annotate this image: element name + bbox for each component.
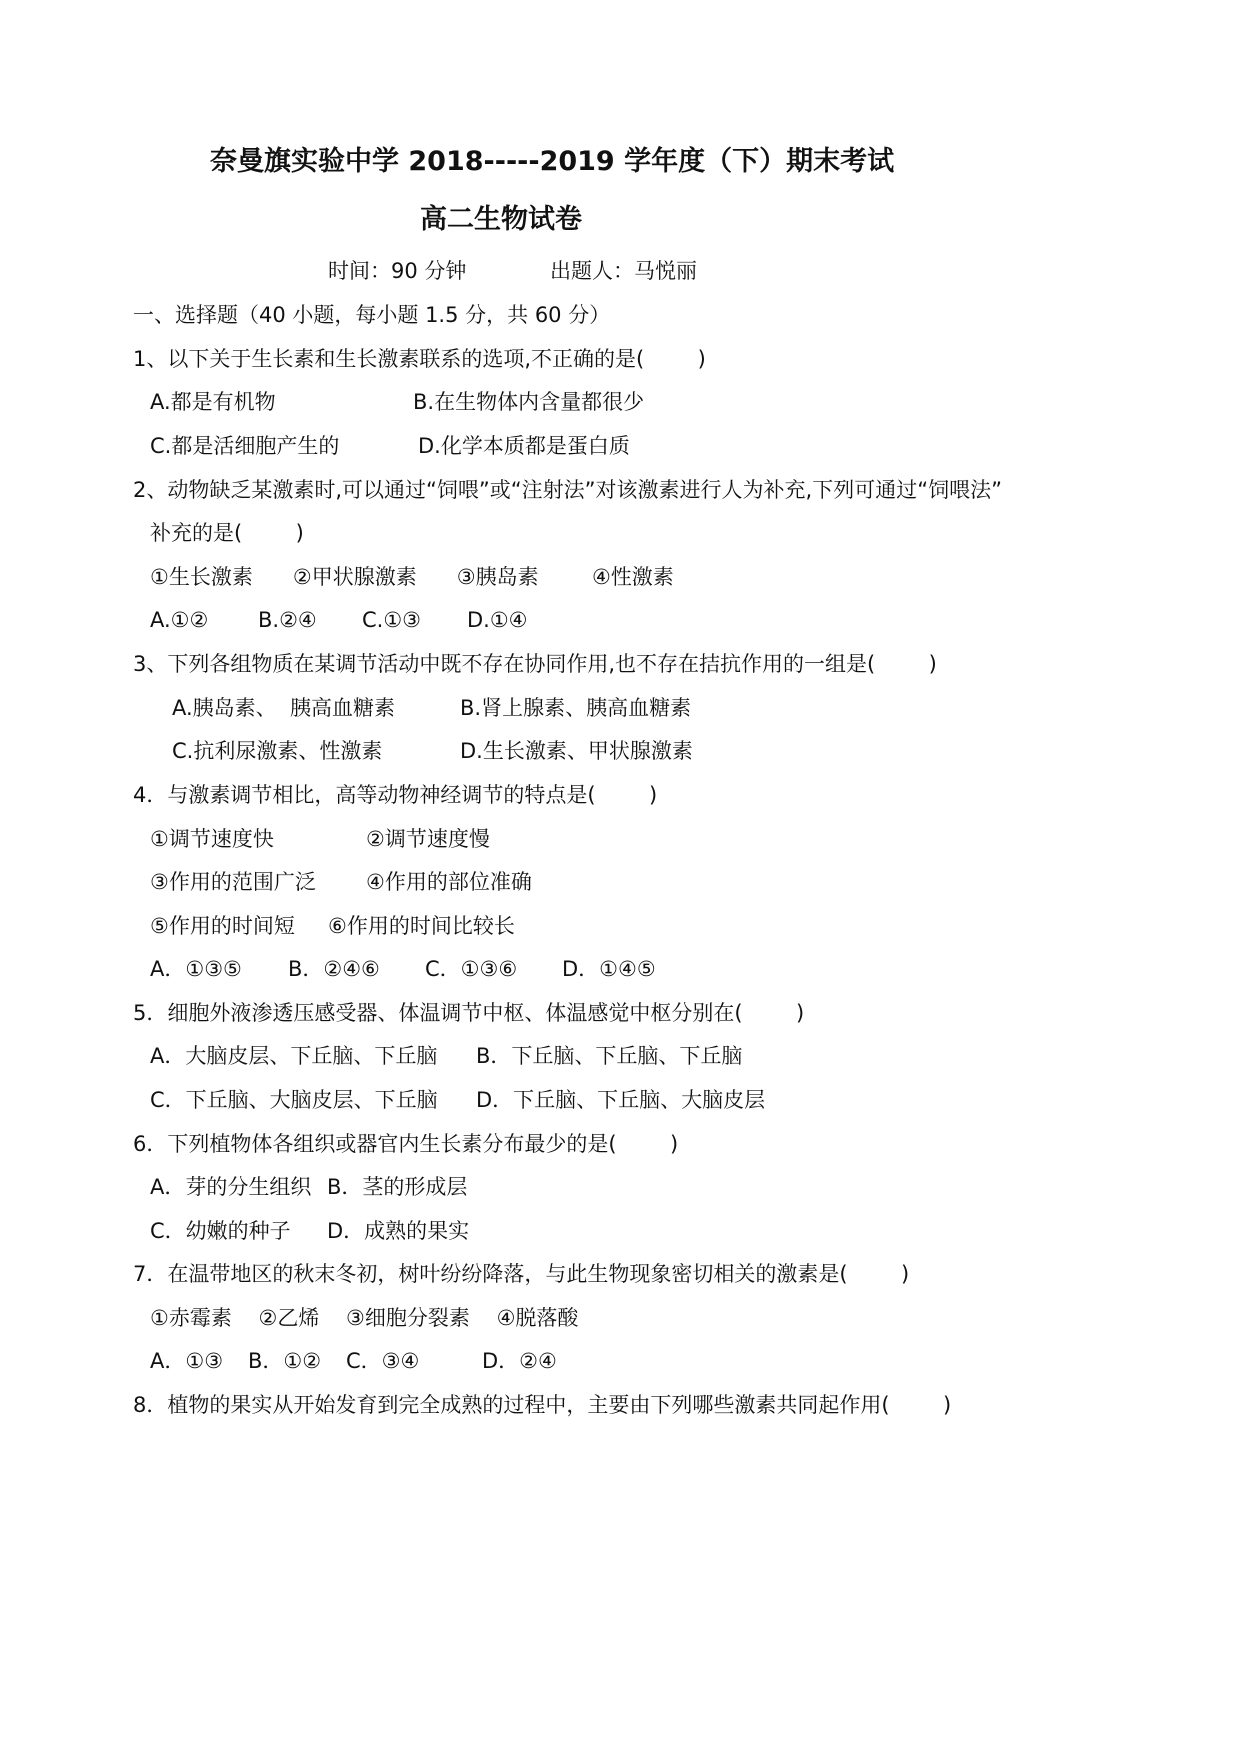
option: B．下丘脑、下丘脑、下丘脑 bbox=[476, 1044, 743, 1068]
option: C．③④ bbox=[346, 1349, 420, 1373]
option: B.②④ bbox=[258, 608, 317, 632]
option: B．②④⑥ bbox=[288, 957, 380, 981]
option: B.肾上腺素、胰高血糖素 bbox=[460, 696, 692, 720]
question-stem: 7．在温带地区的秋末冬初，树叶纷纷降落，与此生物现象密切相关的激素是( ) bbox=[133, 1262, 910, 1286]
option: A.①② bbox=[150, 608, 209, 632]
option: C．下丘脑、大脑皮层、下丘脑 bbox=[150, 1088, 438, 1112]
question-items: ①生长激素 ②甲状腺激素 ③胰岛素 ④性激素 bbox=[150, 565, 674, 589]
option: B.在生物体内含量都很少 bbox=[413, 390, 645, 414]
option: A．芽的分生组织 bbox=[150, 1175, 312, 1199]
question-stem-continuation: 补充的是( ) bbox=[150, 521, 304, 545]
option: B．①② bbox=[248, 1349, 322, 1373]
exam-time: 时间：90 分钟 bbox=[328, 259, 467, 283]
option: C．幼嫩的种子 bbox=[150, 1219, 291, 1243]
option: A．①③ bbox=[150, 1349, 224, 1373]
question-stem: 8．植物的果实从开始发育到完全成熟的过程中，主要由下列哪些激素共同起作用( ) bbox=[133, 1393, 952, 1417]
question-stem: 5．细胞外液渗透压感受器、体温调节中枢、体温感觉中枢分别在( ) bbox=[133, 1001, 805, 1025]
question-item: ⑥作用的时间比较长 bbox=[328, 914, 515, 938]
option: D.生长激素、甲状腺激素 bbox=[460, 739, 693, 763]
option: A．①③⑤ bbox=[150, 957, 242, 981]
option: C.都是活细胞产生的 bbox=[150, 434, 340, 458]
question-item: ③作用的范围广泛 bbox=[150, 870, 316, 894]
option: D.化学本质都是蛋白质 bbox=[418, 434, 630, 458]
question-stem: 2、动物缺乏某激素时,可以通过“饲喂”或“注射法”对该激素进行人为补充,下列可通过“饲喂法” bbox=[133, 478, 1002, 502]
exam-subtitle: 高二生物试卷 bbox=[420, 204, 582, 235]
option: A.胰岛素、 胰高血糖素 bbox=[172, 696, 396, 720]
question-items: ①赤霉素 ②乙烯 ③细胞分裂素 ④脱落酸 bbox=[150, 1306, 579, 1330]
question-item: ②调节速度慢 bbox=[366, 827, 490, 851]
option: D．①④⑤ bbox=[562, 957, 656, 981]
section-heading: 一、选择题（40 小题，每小题 1.5 分，共 60 分） bbox=[133, 303, 611, 327]
option: D.①④ bbox=[467, 608, 528, 632]
option: D．成熟的果实 bbox=[327, 1219, 470, 1243]
option: C.抗利尿激素、性激素 bbox=[172, 739, 383, 763]
option: C．①③⑥ bbox=[425, 957, 518, 981]
question-stem: 3、下列各组物质在某调节活动中既不存在协同作用,也不存在拮抗作用的一组是( ) bbox=[133, 652, 937, 676]
option: A．大脑皮层、下丘脑、下丘脑 bbox=[150, 1044, 438, 1068]
question-item: ①调节速度快 bbox=[150, 827, 274, 851]
option: C.①③ bbox=[362, 608, 421, 632]
option: D．②④ bbox=[482, 1349, 557, 1373]
option: B．茎的形成层 bbox=[327, 1175, 468, 1199]
question-stem: 4．与激素调节相比，高等动物神经调节的特点是( ) bbox=[133, 783, 658, 807]
exam-title: 奈曼旗实验中学 2018-----2019 学年度（下）期末考试 bbox=[210, 146, 895, 177]
question-stem: 1、以下关于生长素和生长激素联系的选项,不正确的是( ) bbox=[133, 347, 706, 371]
exam-author: 出题人：马悦丽 bbox=[550, 259, 697, 283]
option: D．下丘脑、下丘脑、大脑皮层 bbox=[476, 1088, 766, 1112]
option: A.都是有机物 bbox=[150, 390, 276, 414]
question-item: ⑤作用的时间短 bbox=[150, 914, 295, 938]
question-item: ④作用的部位准确 bbox=[366, 870, 532, 894]
question-stem: 6．下列植物体各组织或器官内生长素分布最少的是( ) bbox=[133, 1132, 679, 1156]
